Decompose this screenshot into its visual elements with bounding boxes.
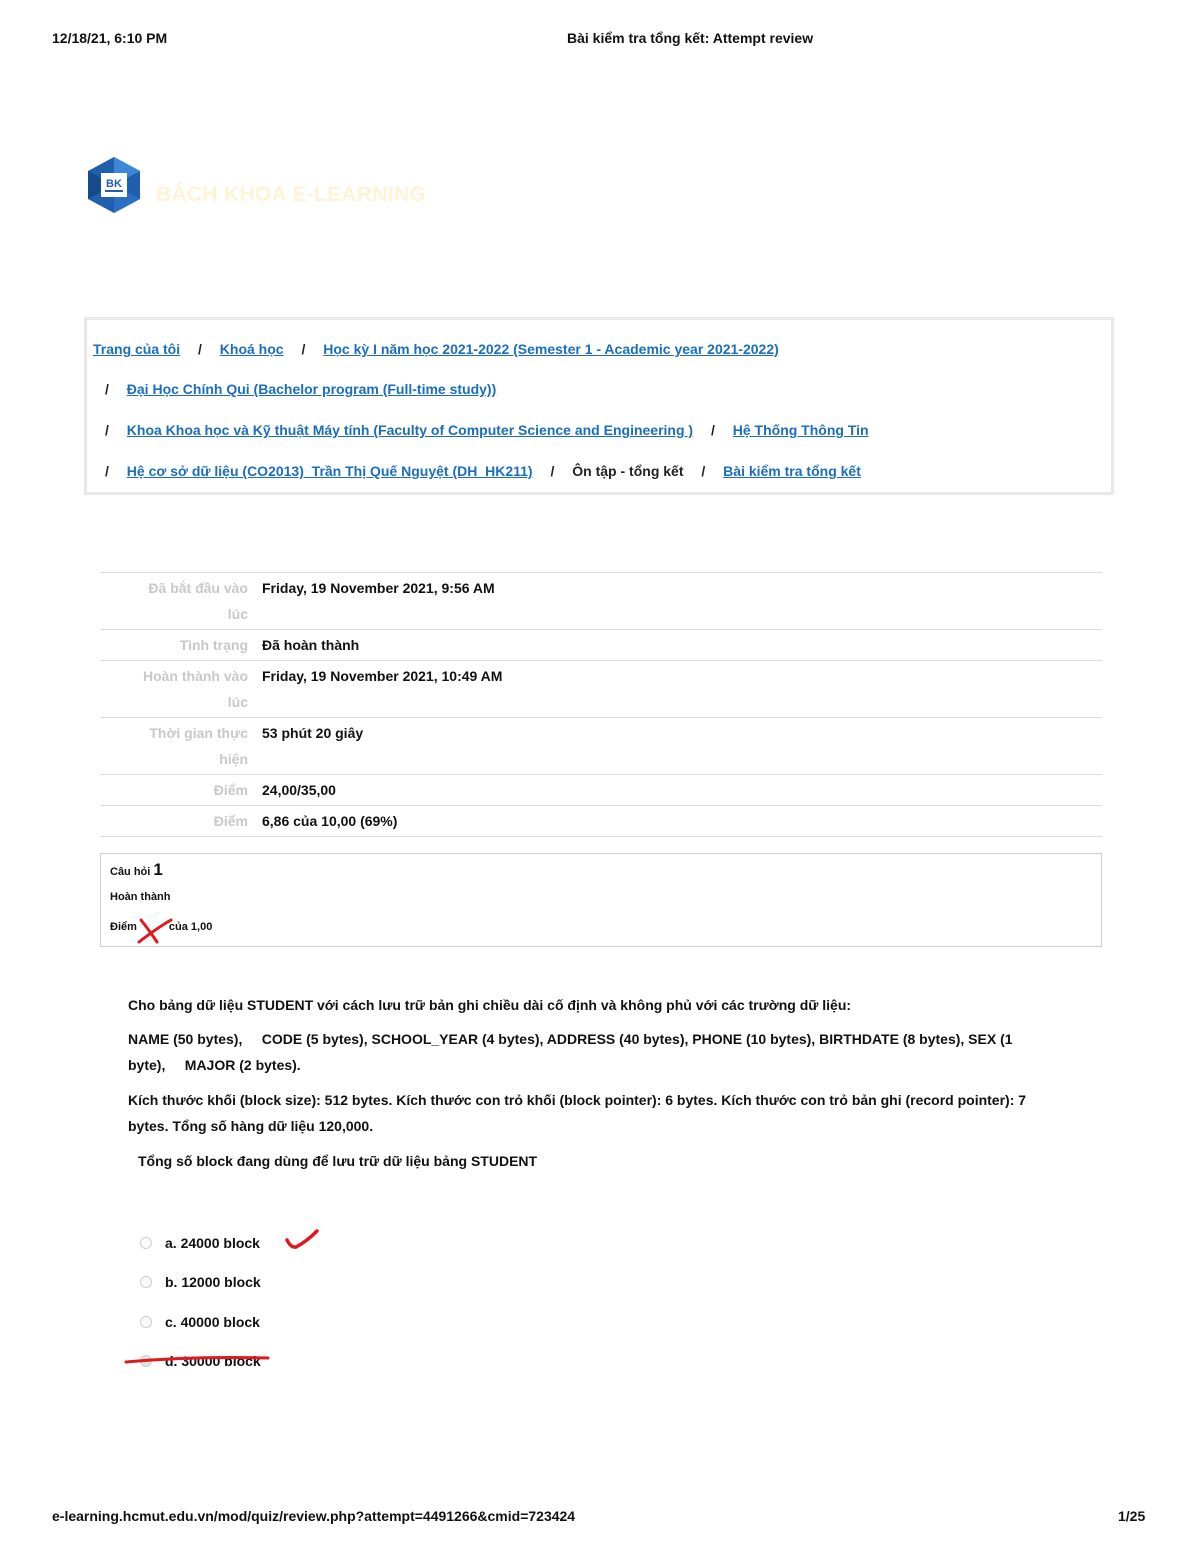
site-logo[interactable] (84, 155, 144, 215)
answer-label: c. 40000 block (165, 1314, 260, 1330)
breadcrumb-link-faculty[interactable]: Khoa Khoa học và Kỹ thuật Máy tính (Faculty of Computer Science and Engineering ) (126, 422, 694, 438)
breadcrumb-link-department[interactable]: Hệ Thống Thông Tin (732, 422, 869, 438)
answer-label: b. 12000 block (165, 1274, 261, 1290)
summary-label: Đã bắt đầu vào lúc (148, 580, 248, 622)
summary-label: Điểm (213, 782, 248, 798)
breadcrumb-link-program[interactable]: Đại Học Chính Qui (Bachelor program (Full-time study)) (126, 381, 497, 397)
breadcrumb-separator: / (198, 341, 202, 357)
summary-label: Tình trạng (179, 637, 248, 653)
summary-value: 24,00/35,00 (262, 782, 336, 798)
red-cross-annotation-icon (135, 916, 175, 946)
answer-option-c[interactable] (140, 1314, 260, 1330)
print-page-number: 1/25 (1118, 1508, 1146, 1524)
summary-row-status (100, 629, 1102, 660)
radio-button[interactable] (140, 1316, 152, 1328)
red-checkmark-annotation-icon (284, 1228, 320, 1252)
summary-row-marks (100, 774, 1102, 805)
breadcrumb-separator: / (710, 422, 715, 438)
breadcrumb (84, 317, 1114, 495)
question-text-intro: Cho bảng dữ liệu STUDENT với cách lưu trữ bản ghi chiều dài cố định và không phủ với các trường dữ liệu: (128, 997, 852, 1013)
summary-label: Thời gian thực hiện (149, 725, 248, 767)
breadcrumb-link-courses[interactable]: Khoá học (219, 341, 284, 357)
summary-row-started (100, 572, 1102, 629)
question-state: Hoàn thành (110, 891, 171, 903)
red-strikethrough-annotation-icon (122, 1352, 272, 1368)
answer-option-b[interactable] (140, 1274, 261, 1290)
breadcrumb-link-course[interactable]: Hệ cơ sở dữ liệu (CO2013)_Trần Thị Quế Nguyệt (DH_HK211) (126, 463, 533, 479)
print-url: e-learning.hcmut.edu.vn/mod/quiz/review.php?attempt=4491266&cmid=723424 (52, 1508, 576, 1524)
breadcrumb-separator: / (105, 463, 109, 479)
breadcrumb-line-2 (87, 381, 496, 397)
breadcrumb-link-semester[interactable]: Học kỳ I năm học 2021-2022 (Semester 1 - Academic year 2021-2022) (323, 341, 779, 357)
radio-button[interactable] (140, 1237, 152, 1249)
breadcrumb-link-my-home[interactable]: Trang của tôi (93, 341, 181, 357)
summary-row-duration (100, 717, 1102, 774)
svg-text:BK: BK (106, 178, 122, 190)
bk-logo-icon (84, 155, 144, 215)
summary-value: Đã hoàn thành (262, 637, 360, 653)
answer-label: a. 24000 block (165, 1235, 260, 1251)
print-page-title: Bài kiểm tra tổng kết: Attempt review (567, 30, 814, 46)
breadcrumb-section: Ôn tập - tổng kết (572, 463, 684, 479)
breadcrumb-line-3 (87, 422, 869, 438)
summary-value: Friday, 19 November 2021, 10:49 AM (262, 668, 503, 684)
summary-label: Hoàn thành vào lúc (142, 668, 248, 710)
summary-value: 6,86 của 10,00 (69%) (262, 813, 398, 829)
question-info-box (100, 853, 1102, 947)
answer-label: d. 30000 block (165, 1353, 261, 1369)
breadcrumb-line-4 (87, 463, 861, 479)
question-text-sizes: Kích thước khối (block size): 512 bytes. Kích thước con trỏ khối (block pointer): 6 bytes. Kích thước con trỏ bản ghi (record pointer): 7 bytes. Tổng số hàng dữ liệu 120,000. (128, 1092, 1027, 1134)
attempt-summary-table (100, 572, 1102, 837)
summary-value: Friday, 19 November 2021, 9:56 AM (262, 580, 495, 596)
question-text-fields: NAME (50 bytes), CODE (5 bytes), SCHOOL_YEAR (4 bytes), ADDRESS (40 bytes), PHONE (10 bytes), BIRTHDATE (8 bytes), SEX (1 byte), MAJOR (2 bytes). (128, 1031, 1013, 1073)
breadcrumb-link-quiz[interactable]: Bài kiểm tra tổng kết (723, 463, 861, 479)
radio-button[interactable] (140, 1276, 152, 1288)
summary-row-grade (100, 805, 1102, 837)
breadcrumb-separator: / (550, 463, 555, 479)
question-mark: Điểm của 1,00 (110, 921, 213, 933)
breadcrumb-separator: / (701, 463, 706, 479)
answer-option-a[interactable] (140, 1235, 260, 1251)
summary-label: Điểm (213, 813, 248, 829)
question-prompt: Tổng số block đang dùng để lưu trữ dữ liệu bảng STUDENT (138, 1153, 538, 1169)
breadcrumb-separator: / (301, 341, 306, 357)
print-datetime: 12/18/21, 6:10 PM (52, 30, 168, 46)
question-number: Câu hỏi 1 (110, 860, 163, 879)
breadcrumb-separator: / (105, 381, 109, 397)
site-name[interactable]: BÁCH KHOA E-LEARNING (156, 183, 427, 206)
breadcrumb-line-1 (93, 341, 779, 357)
summary-value: 53 phút 20 giây (262, 725, 364, 741)
breadcrumb-separator: / (105, 422, 109, 438)
summary-row-completed (100, 660, 1102, 717)
